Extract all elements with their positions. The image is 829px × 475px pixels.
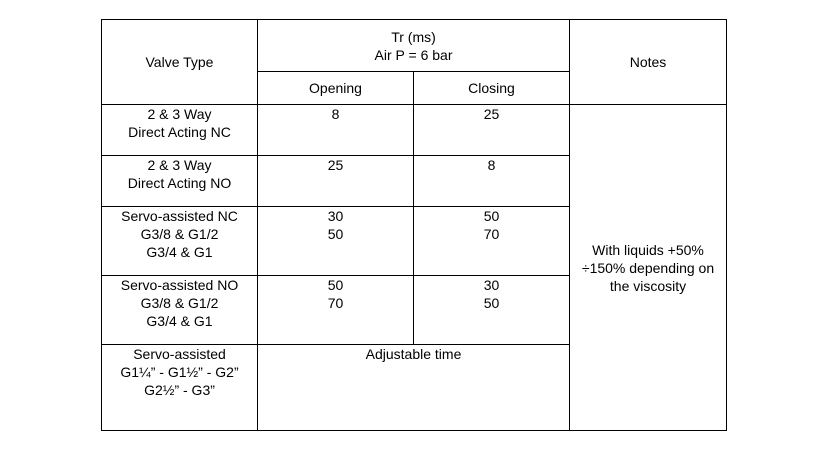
opening-time-value: 70 bbox=[327, 295, 344, 311]
closing-time-value: 70 bbox=[483, 226, 500, 242]
notes-line: the viscosity bbox=[609, 277, 687, 294]
valve-type-line: 2 & 3 Way bbox=[147, 157, 212, 173]
valve-type-line: G3/8 & G1/2 bbox=[140, 295, 219, 311]
valve-type-line: G3/4 & G1 bbox=[146, 244, 213, 260]
valve-type-cell bbox=[102, 207, 258, 276]
opening-time-cell bbox=[258, 156, 414, 207]
closing-header bbox=[414, 72, 570, 105]
valve-type-line: G2½” - G3” bbox=[144, 382, 215, 398]
notes-header-label: Notes bbox=[629, 54, 667, 70]
valve-response-time-table bbox=[101, 19, 727, 431]
valve-type-line: Servo-assisted NO bbox=[120, 277, 239, 293]
valve-type-cell bbox=[102, 105, 258, 156]
response-time-subtitle: Air P = 6 bar bbox=[374, 46, 453, 63]
opening-time-value: 25 bbox=[327, 157, 344, 173]
valve-type-line: Servo-assisted bbox=[133, 346, 226, 362]
response-time-title: Tr (ms) bbox=[391, 28, 436, 45]
opening-time-value: 8 bbox=[331, 106, 340, 122]
closing-time-value: 25 bbox=[483, 106, 500, 122]
valve-type-line: 2 & 3 Way bbox=[147, 106, 212, 122]
opening-time-cell bbox=[258, 207, 414, 276]
valve-type-line: G3/4 & G1 bbox=[146, 313, 213, 329]
closing-time-value: 50 bbox=[483, 208, 500, 224]
notes-line: With liquids +50% bbox=[592, 241, 704, 258]
opening-time-value: 50 bbox=[327, 226, 344, 242]
opening-time-cell bbox=[258, 276, 414, 345]
closing-time-cell bbox=[414, 207, 570, 276]
response-time-header bbox=[258, 20, 570, 72]
notes-header bbox=[570, 20, 727, 105]
valve-type-line: Direct Acting NC bbox=[128, 124, 231, 140]
opening-time-value: 50 bbox=[327, 277, 344, 293]
valve-type-line: Direct Acting NO bbox=[127, 175, 232, 191]
valve-type-cell bbox=[102, 156, 258, 207]
closing-time-value: 30 bbox=[483, 277, 500, 293]
adjustable-time-cell bbox=[258, 345, 570, 431]
closing-time-cell bbox=[414, 105, 570, 156]
closing-header-label: Closing bbox=[468, 80, 515, 96]
opening-header bbox=[258, 72, 414, 105]
valve-type-cell bbox=[102, 345, 258, 431]
notes-cell bbox=[570, 105, 727, 431]
closing-time-cell bbox=[414, 276, 570, 345]
closing-time-cell bbox=[414, 156, 570, 207]
table-row bbox=[102, 105, 727, 156]
header-row bbox=[102, 20, 727, 72]
valve-type-cell bbox=[102, 276, 258, 345]
closing-time-value: 8 bbox=[487, 157, 496, 173]
opening-time-value: 30 bbox=[327, 208, 344, 224]
notes-line: ÷150% depending on bbox=[581, 259, 715, 276]
adjustable-time-value: Adjustable time bbox=[365, 346, 462, 362]
valve-type-header-label: Valve Type bbox=[145, 54, 214, 70]
valve-type-line: G3/8 & G1/2 bbox=[140, 226, 219, 242]
valve-type-line: Servo-assisted NC bbox=[121, 208, 238, 224]
opening-time-cell bbox=[258, 105, 414, 156]
opening-header-label: Opening bbox=[309, 80, 362, 96]
closing-time-value: 50 bbox=[483, 295, 500, 311]
valve-type-header bbox=[102, 20, 258, 105]
valve-type-line: G1¼” - G1½” - G2” bbox=[120, 364, 239, 380]
